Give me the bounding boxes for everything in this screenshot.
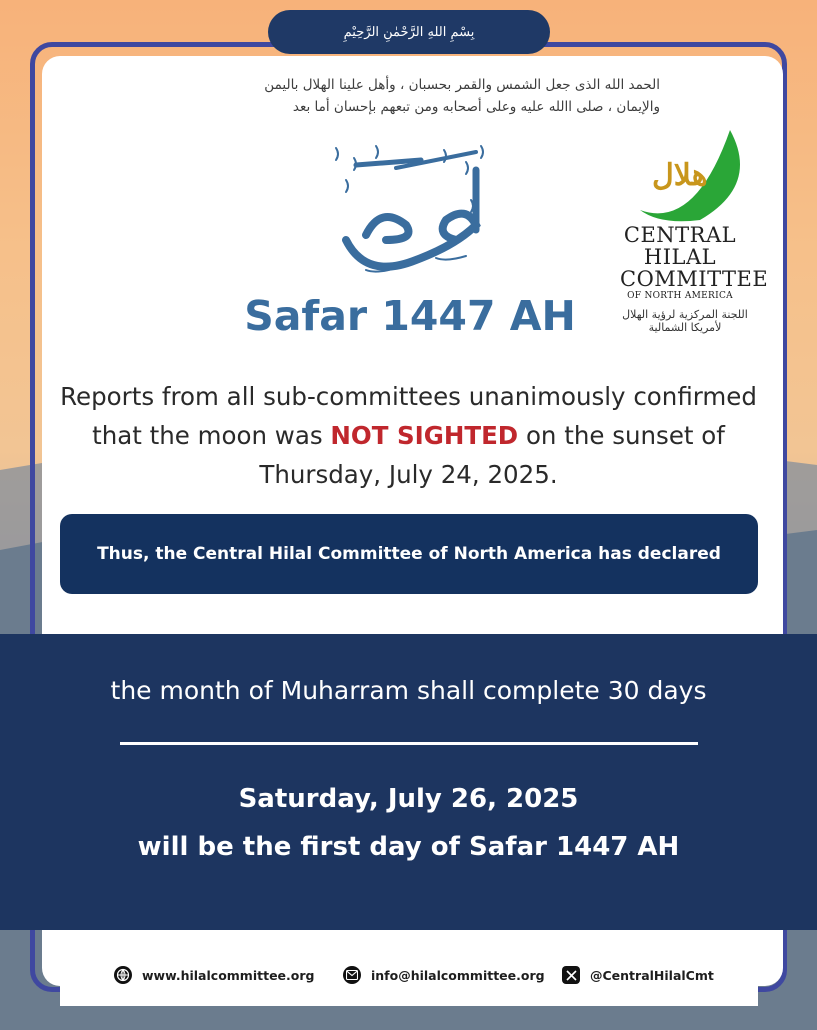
logo-line-2: HILAL — [643, 245, 717, 269]
email-text: info@hilalcommittee.org — [371, 967, 545, 983]
twitter-link[interactable] — [562, 966, 714, 984]
not-sighted-highlight: NOT SIGHTED — [330, 421, 519, 450]
divider — [120, 742, 698, 745]
muharram-text: the month of Muharram shall complete 30 days — [110, 676, 707, 705]
hilal-committee-logo — [610, 128, 769, 338]
month-title: Safar 1447 AH — [244, 292, 576, 340]
mail-icon — [343, 966, 361, 984]
twitter-text: @CentralHilalCmt — [590, 967, 714, 983]
logo-line-1: CENTRAL — [623, 223, 737, 247]
dua-line-2: والإيمان ، صلى االله عليه وعلى أصحابه ومن تبعهم بإحسان أما بعد — [292, 99, 660, 115]
dua-line-1: الحمد الله الذى جعل الشمس والقمر بحسبان ، وأهل علينا الهلال باليمن — [264, 77, 660, 93]
x-logo-icon — [562, 966, 580, 984]
first-day-text: will be the first day of Safar 1447 AH — [137, 832, 680, 862]
safar-calligraphy — [326, 140, 496, 280]
start-date: Saturday, July 26, 2025 — [238, 784, 579, 814]
opening-dua — [110, 74, 660, 118]
declaration-box — [60, 514, 758, 594]
logo-line-4: OF NORTH AMERICA — [627, 291, 733, 301]
declaration-text: Thus, the Central Hilal Committee of North America has declared — [97, 544, 721, 564]
logo-line-3: COMMITTEE — [620, 267, 769, 291]
report-text-2: on the sunset of Thursday, July 24, 2025. — [259, 421, 725, 489]
report-text-1: Reports from all sub-committees unanimously confirmed that the moon was — [60, 382, 757, 450]
globe-icon — [114, 966, 132, 984]
website-text: www.hilalcommittee.org — [142, 967, 315, 983]
committee-name — [620, 223, 769, 302]
email-link[interactable] — [343, 966, 545, 984]
committee-arabic-name: اللجنة المركزية لرؤية الهلال لأمريكا الشمالية — [622, 308, 748, 334]
website-link[interactable] — [114, 966, 314, 984]
hilal-arabic-word: هلال — [652, 158, 708, 193]
bismillah-text: بِسْمِ اللهِ الرَّحْمٰنِ الرَّحِيْمِ — [343, 24, 475, 40]
announcement-band — [0, 634, 817, 930]
bismillah-banner — [268, 10, 550, 54]
sighting-report — [48, 377, 769, 494]
